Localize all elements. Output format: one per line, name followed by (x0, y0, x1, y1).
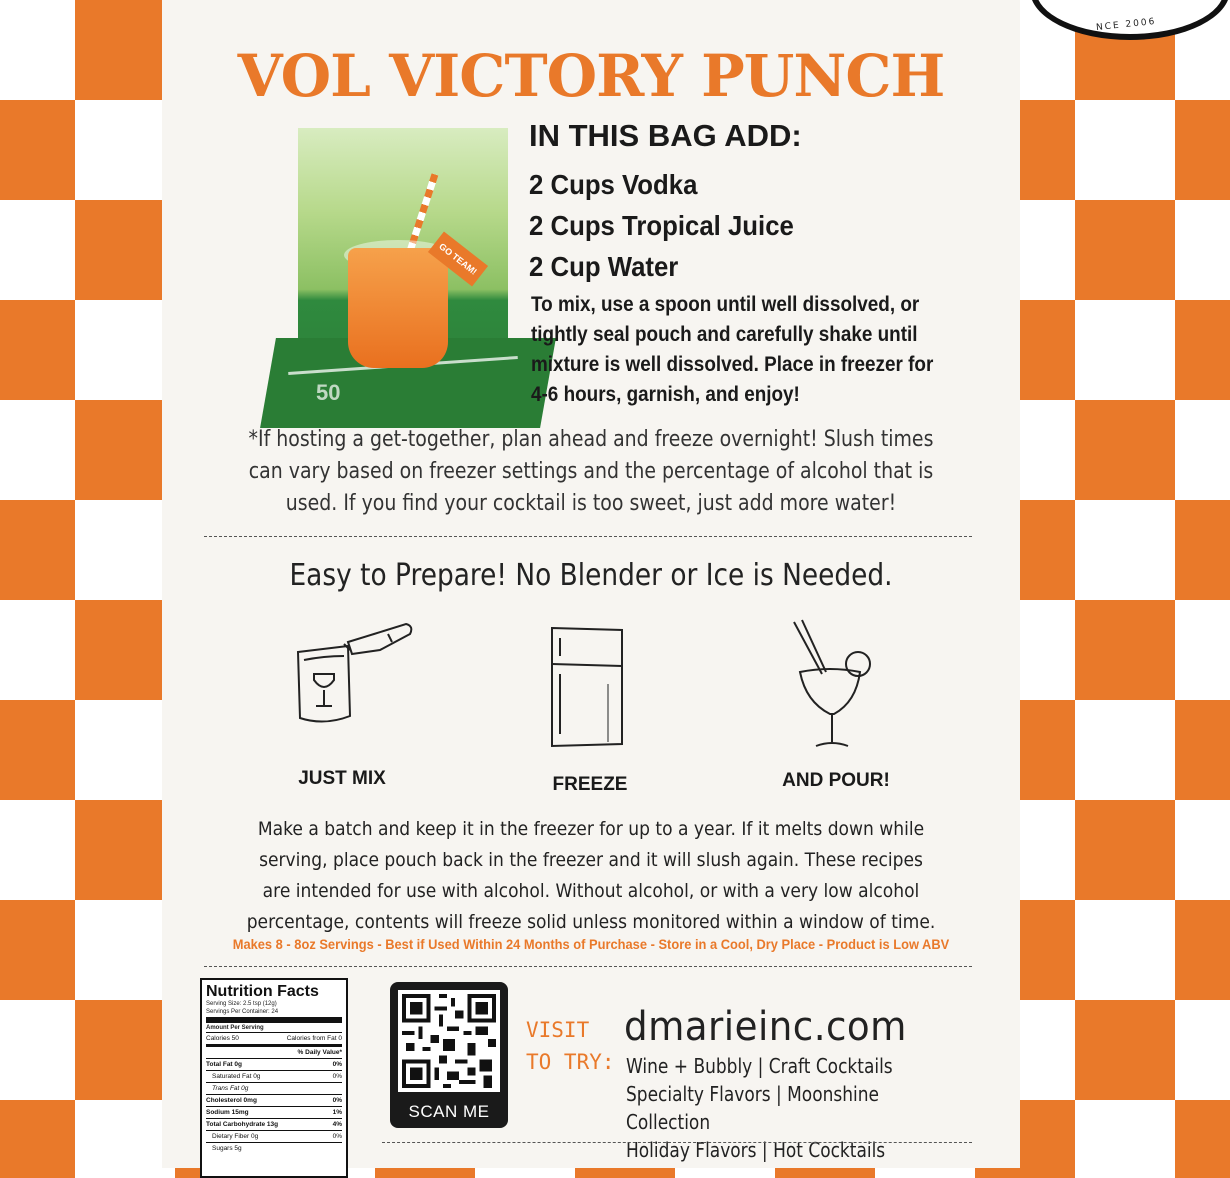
yard-marker: 50 (316, 380, 341, 405)
ingredient-item: 2 Cup Water (529, 251, 679, 282)
product-lines (626, 1052, 961, 1164)
mix-instructions: To mix, use a spoon until well dissolved, or tightly seal pouch and carefully shake until mixture is well dissolved. Place in freezer for 4-6 hours, garnish, and enjoy! (531, 293, 934, 406)
divider (204, 536, 972, 537)
nutrition-title: Nutrition Facts (206, 983, 319, 1000)
servings-per-container: Servings Per Container: 24 (206, 1009, 279, 1015)
pour-bottle-into-bag-icon (278, 620, 418, 740)
cocktail-glass-icon (786, 618, 878, 754)
visit-label: VISIT TO TRY: (526, 1018, 615, 1074)
freezer-icon (548, 624, 628, 750)
nutrient-row: Trans Fat 0g (206, 1082, 342, 1094)
daily-value-header: % Daily Value* (206, 1044, 342, 1058)
servings-line: Makes 8 - 8oz Servings - Best if Used Within 24 Months of Purchase - Store in a Cool, Dry Place - Product is Low ABV (232, 936, 950, 952)
nutrient-row: Total Carbohydrate 13g 4% (206, 1118, 342, 1130)
nutrient-row: Total Fat 0g 0% (206, 1058, 342, 1070)
step-just-mix: JUST MIX (298, 768, 386, 789)
nutrient-row: Sodium 15mg 1% (206, 1106, 342, 1118)
qr-code-icon (398, 990, 500, 1092)
nutrient-row: Saturated Fat 0g 0% (206, 1070, 342, 1082)
nutrient-row: Sugars 5g (206, 1142, 342, 1154)
divider (204, 966, 972, 967)
ingredient-item: 2 Cups Vodka (529, 169, 698, 200)
brand-badge (1030, 0, 1230, 40)
product-line-item: Holiday Flavors | Hot Cocktails (626, 1138, 886, 1162)
serving-size: Serving Size: 2.5 tsp (12g) (206, 1001, 277, 1007)
amount-per-serving: Amount Per Serving (206, 1025, 264, 1031)
label-panel (162, 0, 1157, 1168)
scan-me-label: SCAN ME (408, 1102, 490, 1121)
product-line-item: Specialty Flavors | Moonshine Collection (626, 1082, 879, 1134)
nutrient-row: Cholesterol 0mg 0% (206, 1094, 342, 1106)
flag-icon: GO TEAM! (428, 232, 488, 287)
badge-text: NCE 2006 (1095, 16, 1157, 34)
qr-code[interactable] (390, 982, 508, 1128)
nutrient-row: Dietary Fiber 0g 0% (206, 1130, 342, 1142)
bag-heading: IN THIS BAG ADD: (529, 118, 802, 153)
freeze-note: *If hosting a get-together, plan ahead and freeze overnight! Slush times can vary based on freezer settings and the percentage of alcohol that is used. If you find your cocktail is too sweet, just add more water! (248, 427, 934, 516)
product-title: VOL VICTORY PUNCH (237, 42, 945, 110)
cocktail-photo (298, 128, 508, 406)
step-freeze: FREEZE (552, 774, 628, 795)
product-line-item: Wine + Bubbly | Craft Cocktails (626, 1054, 893, 1078)
ingredient-list (529, 166, 817, 289)
nutrition-facts (200, 978, 348, 1178)
easy-heading: Easy to Prepare! No Blender or Ice is Needed. (289, 558, 893, 593)
step-and-pour: AND POUR! (782, 770, 890, 791)
batch-text: Make a batch and keep it in the freezer for up to a year. If it melts down while serving, place pouch back in the freezer and it will slush again. These recipes are intended for use with alcohol. Without alcohol, or with a very low alcohol percentage, contents will freeze solid unless monitored within a window of time. (246, 818, 936, 933)
website-link[interactable]: dmarieinc.com (624, 1004, 907, 1050)
ingredient-item: 2 Cups Tropical Juice (529, 210, 794, 241)
calories-row: Calories 50 Calories from Fat 0 (206, 1032, 342, 1044)
divider (382, 1142, 972, 1143)
glass-icon (348, 248, 448, 368)
